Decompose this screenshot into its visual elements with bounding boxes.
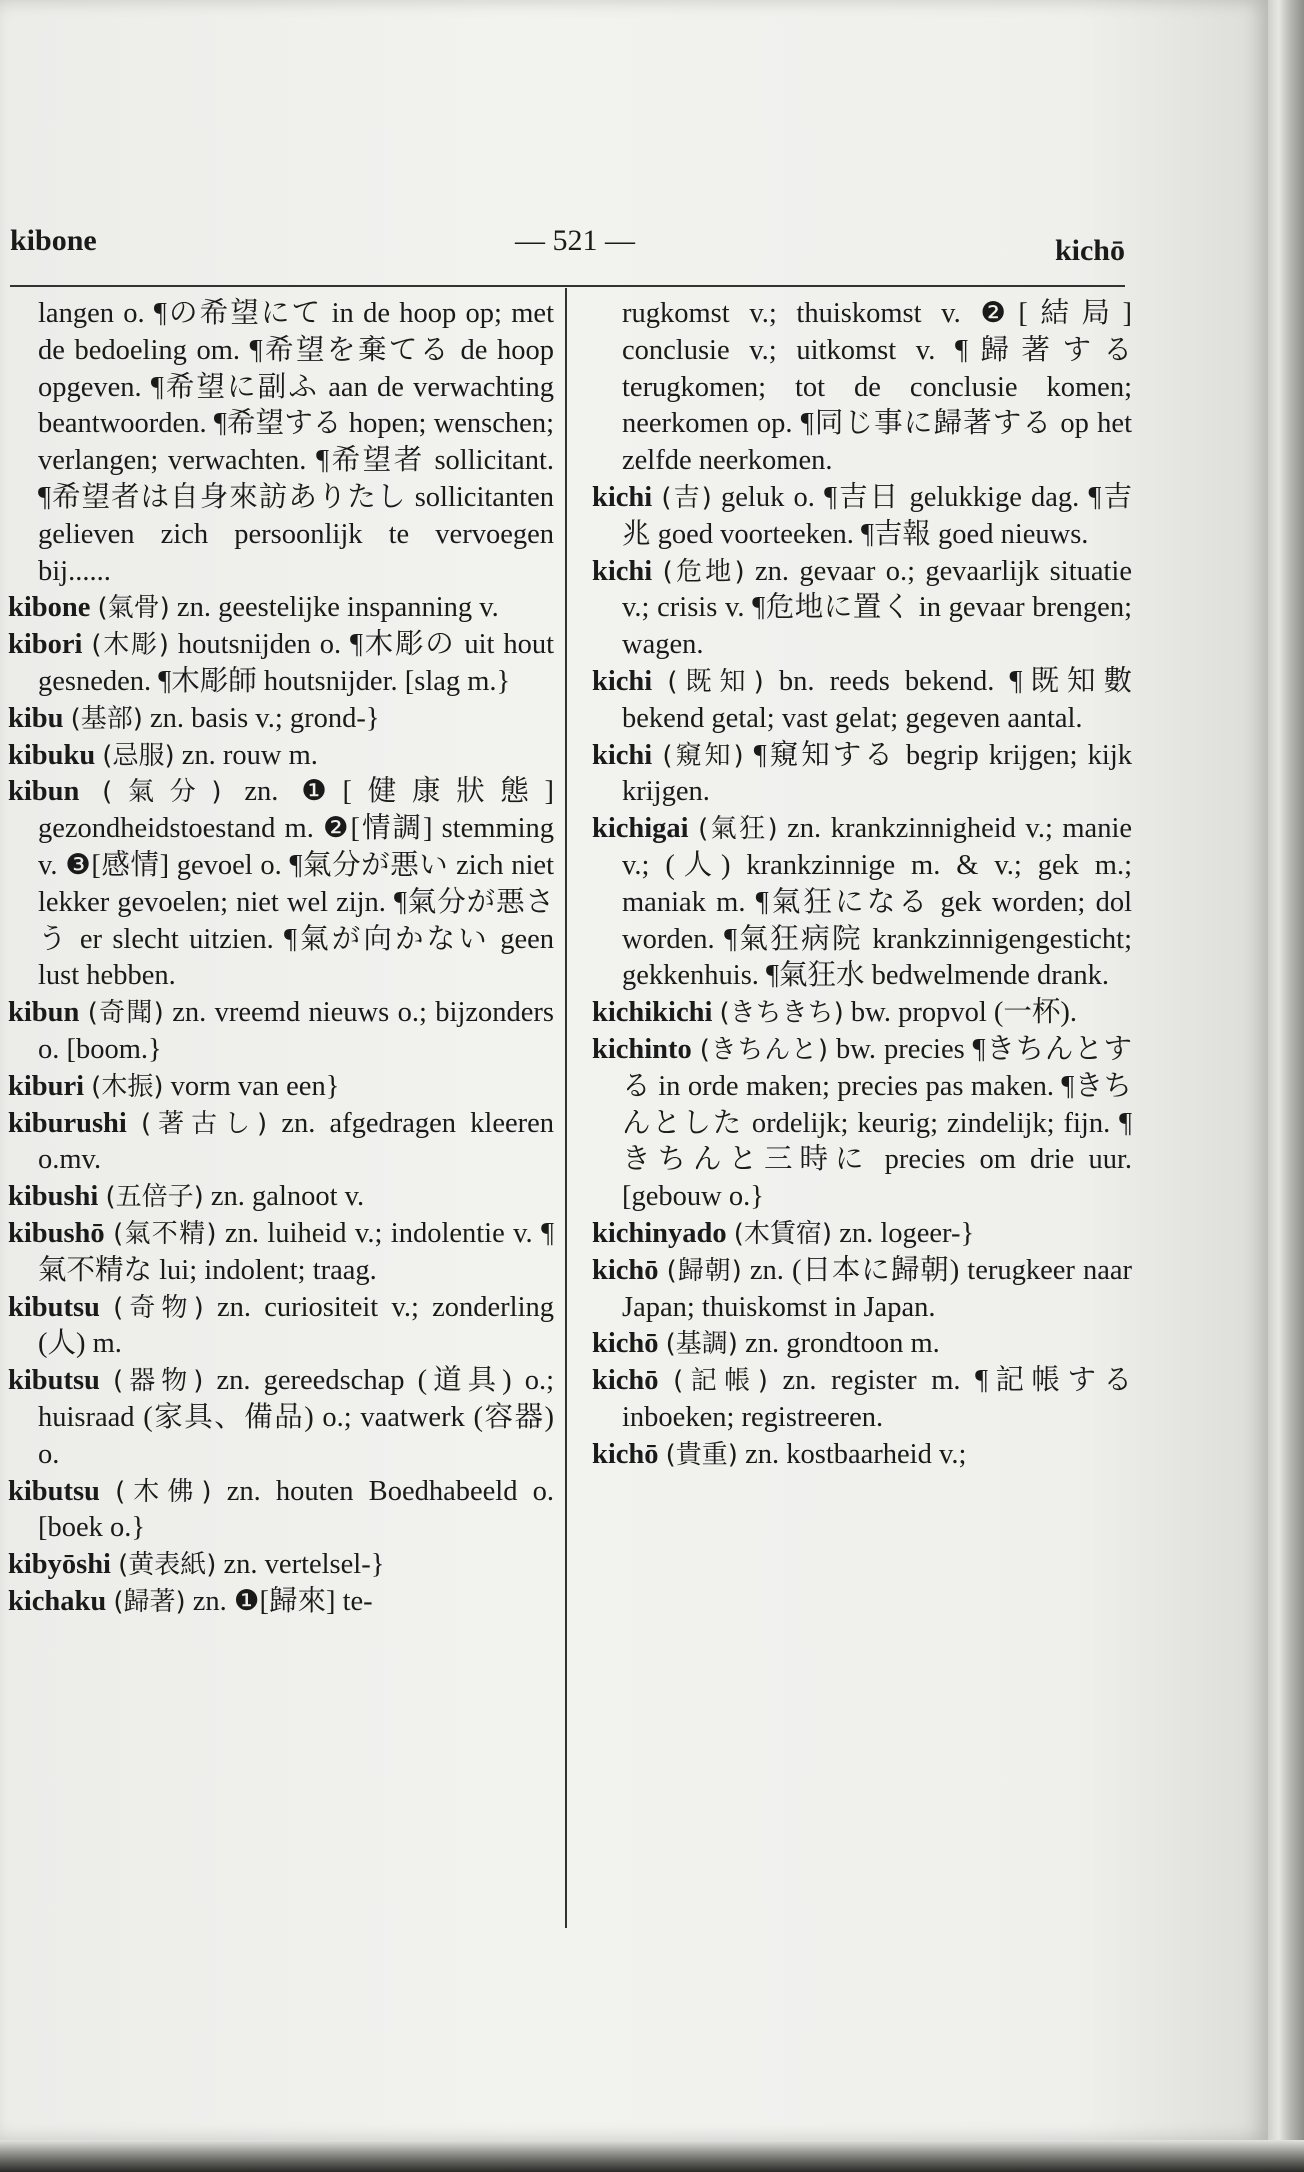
entry-headword: kichō: [592, 1254, 659, 1286]
dictionary-entry: [8, 1363, 554, 1473]
entry-text: vorm van een}: [170, 1070, 340, 1102]
entry-text: bw. precies ¶きちんとする in orde maken; precies pas maken. ¶きちんとした ordelijk; keurig; zindelijk; fijn. ¶きちんと三時に precies om drie uur. [gebouw o.}: [622, 1033, 1133, 1213]
dictionary-entry: [8, 1584, 554, 1621]
entry-headword: kichikichi: [592, 997, 713, 1029]
dictionary-entry: [8, 627, 554, 701]
entry-headword: kichi: [592, 481, 653, 513]
running-head-right: kichō: [1054, 234, 1125, 267]
entry-kanji: (危地): [662, 556, 745, 587]
dictionary-entry: [8, 1290, 554, 1364]
entry-headword: kichinyado: [592, 1217, 727, 1249]
entry-headword: kibun: [8, 997, 80, 1029]
entry-headword: kiburi: [8, 1070, 85, 1102]
entry-headword: kibu: [8, 702, 64, 734]
running-head: [10, 218, 1125, 268]
page-number: — 521 —: [515, 224, 635, 257]
entry-headword: kibushō: [8, 1217, 105, 1249]
entry-kanji: (奇物): [113, 1292, 204, 1323]
entry-text: zn. gereedschap (道具) o.; huisraad (家具、備品) o.; vaatwerk (容器) o.: [38, 1365, 555, 1470]
entry-text: zn. (日本に歸朝) terugkeer naar Japan; thuiskomst in Japan.: [622, 1254, 1133, 1323]
entry-text: zn. rouw m.: [181, 739, 318, 771]
dictionary-entry: [592, 1253, 1132, 1327]
entry-kanji: (五倍子): [105, 1182, 204, 1213]
entry-text: zn. basis v.; grond-}: [150, 702, 380, 734]
dictionary-entry: [592, 1326, 1132, 1363]
entry-headword: kichinto: [592, 1033, 692, 1065]
entry-text: zn. register m. ¶記帳する inboeken; registreeren.: [622, 1365, 1133, 1433]
dictionary-entry: [8, 590, 554, 627]
dictionary-entry: [8, 774, 554, 995]
entry-headword: kichaku: [8, 1585, 107, 1617]
dictionary-entry: [8, 738, 554, 775]
entry-headword: kibushi: [8, 1181, 99, 1213]
dictionary-entry: [8, 1474, 554, 1548]
header-rule: [10, 285, 1125, 287]
entry-headword: kibun: [8, 776, 80, 808]
dictionary-entry: [8, 1069, 554, 1106]
entry-text: bn. reeds bekend. ¶既知數 bekend getal; vast gelat; gegeven aantal.: [622, 665, 1132, 734]
page-edge: [1268, 0, 1304, 2172]
entry-text: zn. curiositeit v.; zonderling (人) m.: [38, 1291, 554, 1360]
entry-kanji: (きちきち): [719, 998, 844, 1029]
entry-kanji: (吉): [661, 482, 712, 513]
dictionary-entry: [592, 1363, 1132, 1437]
entry-text: bw. propvol (一杯).: [850, 997, 1078, 1029]
entry-kanji: (基調): [665, 1329, 738, 1360]
entry-text: geluk o. ¶吉日 gelukkige dag. ¶吉兆 goed voorteeken. ¶吉報 goed nieuws.: [622, 481, 1132, 550]
dictionary-entry: [8, 1216, 554, 1290]
dictionary-entry: [592, 1032, 1132, 1216]
entry-headword: kichō: [592, 1328, 659, 1360]
entry-headword: kibutsu: [8, 1365, 100, 1397]
entry-text: zn. ❶[健康狀態] gezondheidstoestand m. ❷[情調] stemming v. ❸[感情] gevoel o. ¶氣分が悪い zich niet lekker gevoelen; niet wel zijn. ¶氣分が悪さう er slecht uitzien. ¶氣が向かない geen lust hebben.: [38, 776, 554, 992]
entry-kanji: (木振): [91, 1071, 164, 1102]
entry-text: rugkomst v.; thuiskomst v. ❷[結局] conclusie v.; uitkomst v. ¶歸著する terugkomen; tot de conclusie komen; neerkomen op. ¶同じ事に歸著する op het zelfde neerkomen.: [622, 298, 1132, 477]
page-bottom-shadow: [0, 2140, 1304, 2172]
entry-headword: kichō: [592, 1438, 659, 1470]
dictionary-entry: [8, 1179, 554, 1216]
dictionary-entry: [592, 738, 1132, 812]
entry-kanji: (窺知): [662, 740, 744, 771]
dictionary-entry: [592, 995, 1132, 1032]
dictionary-entry: [8, 1106, 554, 1180]
entry-text: zn. gevaar o.; gevaarlijk situatie v.; crisis v. ¶危地に置く in gevaar brengen; wagen.: [622, 555, 1132, 661]
entry-kanji: (歸朝): [666, 1255, 742, 1286]
entry-text: zn. krankzinnigheid v.; manie v.; (人) krankzinnige m. & v.; gek m.; maniak m. ¶氣狂になる gek worden; dol worden. ¶氣狂病院 krankzinnigengesticht; gekkenhuis. ¶氣狂水 bedwelmende drank.: [622, 813, 1133, 992]
entry-kanji: (忌服): [102, 740, 175, 771]
entry-headword: kibori: [8, 629, 83, 661]
left-column: [8, 296, 554, 1621]
dictionary-entry: [8, 701, 554, 738]
entry-kanji: (器物): [113, 1366, 204, 1397]
entry-kanji: (木彫): [91, 630, 169, 661]
entry-continuation: [8, 296, 554, 590]
entry-kanji: (黄表紙): [118, 1550, 217, 1581]
entry-kanji: (木賃宿): [733, 1218, 833, 1249]
entry-kanji: (氣不精): [113, 1218, 217, 1249]
entry-kanji: (基部): [70, 703, 143, 734]
entry-kanji: (既知): [667, 666, 764, 697]
entry-text: ¶窺知する begrip krijgen; kijk krijgen.: [622, 739, 1132, 808]
entry-headword: kibutsu: [8, 1291, 100, 1323]
entry-headword: kibuku: [8, 739, 96, 771]
dictionary-entry: [8, 995, 554, 1069]
entry-kanji: (記帳): [673, 1366, 768, 1397]
entry-headword: kibone: [8, 592, 91, 624]
dictionary-entry: [592, 664, 1132, 738]
right-column: [592, 296, 1132, 1474]
entry-text: zn. kostbaarheid v.;: [745, 1438, 967, 1470]
entry-text: zn. logeer-}: [839, 1217, 975, 1249]
entry-headword: kiburushi: [8, 1107, 127, 1139]
dictionary-entry: [592, 811, 1132, 995]
entry-headword: kichi: [592, 555, 653, 587]
running-head-left: kibone: [10, 224, 97, 257]
entry-text: zn. galnoot v.: [210, 1181, 365, 1213]
dictionary-entry: [592, 554, 1132, 664]
entry-text: zn. grondtoon m.: [745, 1328, 940, 1360]
entry-kanji: (きちんと): [699, 1034, 829, 1065]
entry-text: houtsnijden o. ¶木彫の uit hout gesneden. ¶木彫師 houtsnijder. [slag m.}: [38, 629, 555, 697]
dictionary-entry: [592, 1437, 1132, 1474]
dictionary-entry: [592, 480, 1132, 554]
dictionary-entry: [8, 1547, 554, 1584]
entry-kanji: (貴重): [665, 1439, 738, 1470]
entry-headword: kichigai: [592, 813, 689, 845]
dictionary-entry: [592, 1216, 1132, 1253]
entry-headword: kibyōshi: [8, 1549, 111, 1581]
entry-text: zn. vreemd nieuws o.; bijzonders o. [boom.}: [38, 997, 554, 1065]
entry-continuation: [592, 296, 1132, 480]
entry-kanji: (著古し): [140, 1108, 268, 1139]
entry-text: zn. houten Boedhabeeld o. [boek o.}: [38, 1475, 555, 1544]
entry-text: langen o. ¶の希望にて in de hoop op; met de bedoeling om. ¶希望を棄てる de hoop opgeven. ¶希望に副ふ aan de verwachting beantwoorden. ¶希望する hopen; wenschen; verlangen; verwachten. ¶希望者 sollicitant. ¶希望者は自身來訪ありたし sollicitanten gelieven zich persoonlijk te vervoegen bij......: [38, 298, 554, 587]
entry-text: zn. ❶[歸來] te-: [192, 1585, 373, 1617]
entry-text: zn. vertelsel-}: [223, 1549, 385, 1581]
entry-text: zn. luiheid v.; indolentie v. ¶氣不精な lui; indolent; traag.: [38, 1217, 555, 1286]
entry-kanji: (氣骨): [97, 593, 170, 624]
entry-text: zn. afgedragen kleeren o.mv.: [38, 1107, 555, 1176]
entry-kanji: (奇聞): [87, 998, 164, 1029]
entry-kanji: (氣分): [102, 777, 222, 808]
entry-kanji: (木佛): [115, 1476, 212, 1507]
entry-headword: kibutsu: [8, 1475, 100, 1507]
entry-headword: kichi: [592, 665, 653, 697]
entry-headword: kichō: [592, 1365, 659, 1397]
entry-kanji: (氣狂): [698, 814, 778, 845]
entry-headword: kichi: [592, 739, 653, 771]
entry-kanji: (歸著): [113, 1586, 186, 1617]
entry-text: zn. geestelijke inspanning v.: [176, 592, 499, 624]
column-divider: [565, 288, 567, 1928]
